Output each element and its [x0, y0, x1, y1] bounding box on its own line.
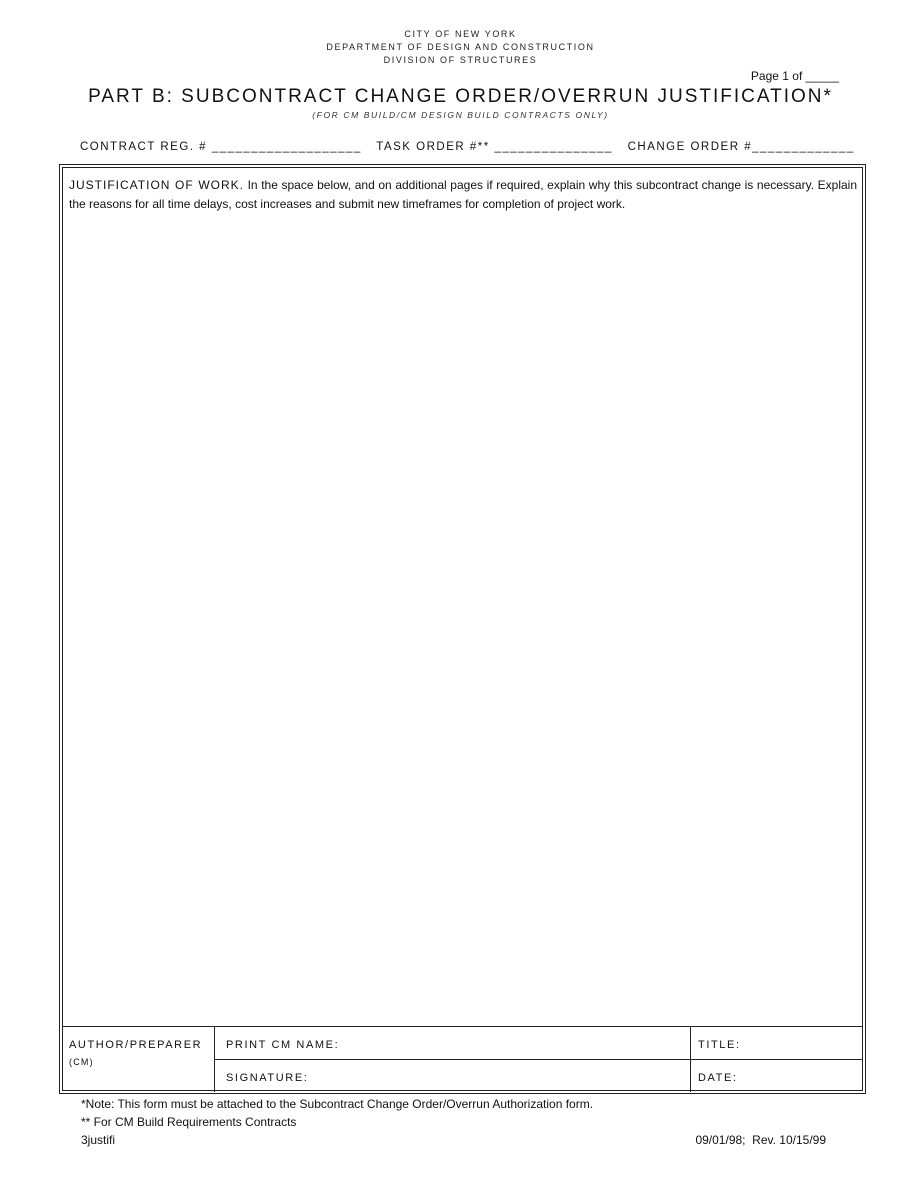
- justification-instructions: In the space below, and on additional pages if required, explain why this subcontract change is necessary. Explain the reasons for all time delays, cost increases and submit new timeframes for completion of project work.: [69, 178, 857, 211]
- form-inner-border: [62, 167, 863, 1091]
- date-field[interactable]: DATE:: [698, 1072, 738, 1084]
- revision-date: 09/01/98; Rev. 10/15/99: [695, 1133, 826, 1147]
- form-title: PART B: SUBCONTRACT CHANGE ORDER/OVERRUN JUSTIFICATION*: [88, 86, 833, 107]
- department-name: DEPARTMENT OF DESIGN AND CONSTRUCTION: [326, 42, 595, 52]
- division-name: DIVISION OF STRUCTURES: [383, 55, 538, 65]
- signature-block-mid-line: [214, 1059, 863, 1060]
- justification-heading: JUSTIFICATION OF WORK.: [69, 178, 244, 192]
- page-number: Page 1 of _____: [750, 69, 839, 83]
- agency-name: CITY OF NEW YORK: [404, 29, 517, 39]
- task-order-field[interactable]: TASK ORDER #** _______________: [376, 141, 613, 153]
- signature-block-divider-2: [690, 1026, 691, 1092]
- justification-section[interactable]: [69, 176, 857, 214]
- title-field[interactable]: TITLE:: [698, 1039, 741, 1051]
- footnote-attachment: *Note: This form must be attached to the Subcontract Change Order/Overrun Authorization form.: [81, 1097, 594, 1111]
- reference-fields-row: [80, 141, 855, 153]
- contract-reg-field[interactable]: CONTRACT REG. # ___________________: [80, 141, 362, 153]
- form-subtitle: (FOR CM BUILD/CM DESIGN BUILD CONTRACTS ONLY): [312, 110, 609, 120]
- form-code: 3justifi: [81, 1133, 116, 1147]
- author-preparer-label: AUTHOR/PREPARER: [69, 1039, 203, 1051]
- signature-field[interactable]: SIGNATURE:: [226, 1072, 309, 1084]
- author-preparer-sublabel: (CM): [69, 1057, 94, 1067]
- signature-block-divider-1: [214, 1026, 215, 1092]
- change-order-field[interactable]: CHANGE ORDER #_____________: [627, 141, 855, 153]
- signature-block-top-line: [62, 1026, 863, 1027]
- footnote-cm-build: ** For CM Build Requirements Contracts: [81, 1115, 297, 1129]
- print-cm-name-field[interactable]: PRINT CM NAME:: [226, 1039, 340, 1051]
